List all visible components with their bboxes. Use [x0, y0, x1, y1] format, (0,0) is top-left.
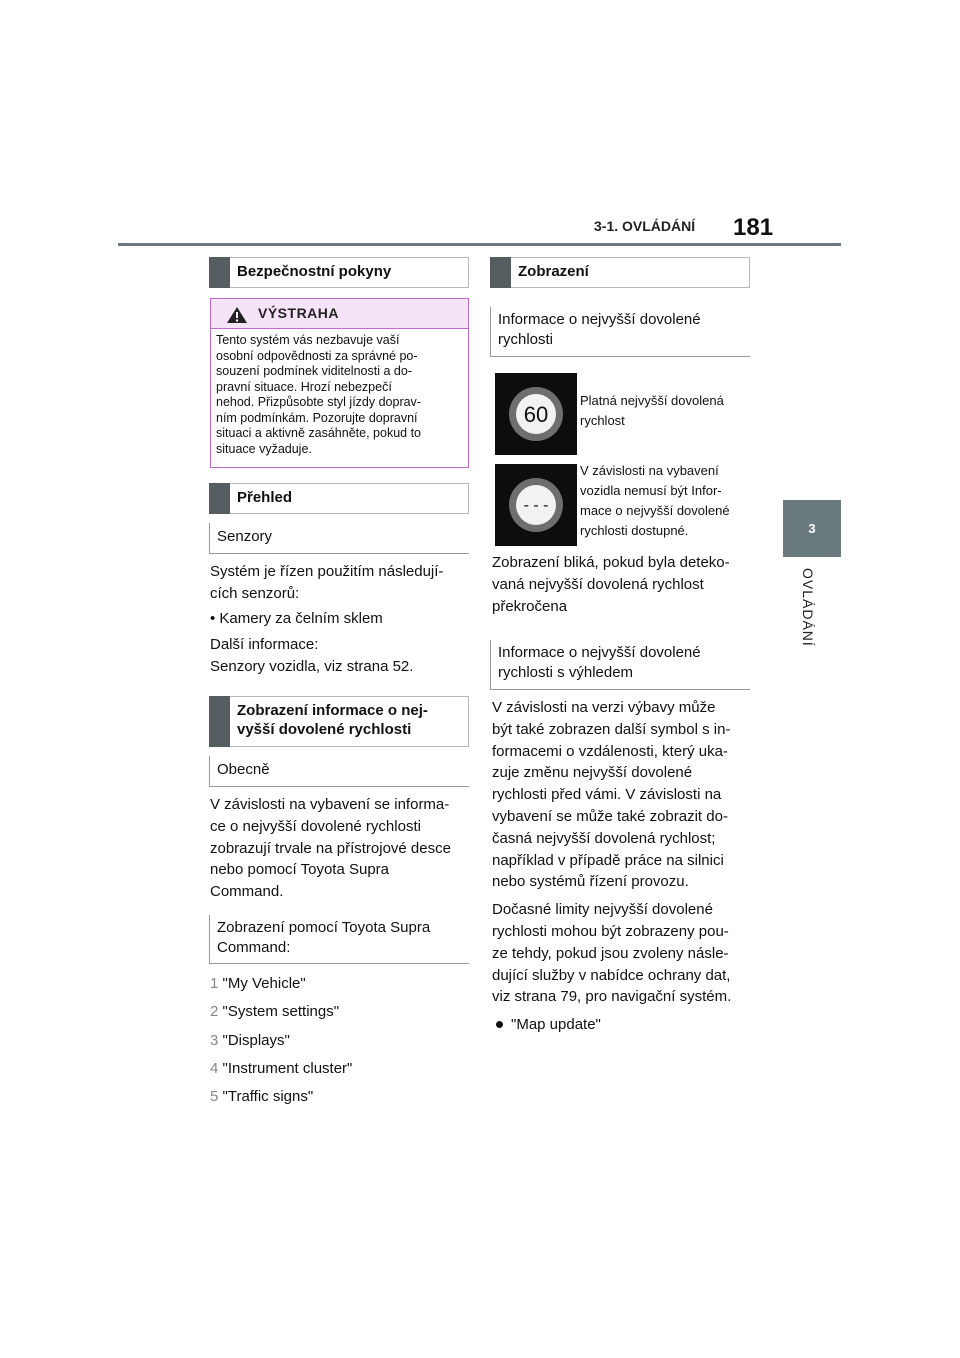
text-line: být také zobrazen další symbol s in-	[492, 720, 731, 738]
subheading-line: Zobrazení pomocí Toyota Supra	[217, 919, 431, 936]
general-subheading	[209, 756, 469, 787]
speed-sign-value: - - -	[523, 497, 549, 514]
subheading-line: Command:	[217, 939, 291, 956]
step-text: "My Vehicle"	[222, 975, 306, 992]
caption-line: rychlosti dostupné.	[580, 523, 689, 538]
text-line: zobrazují trvale na přístrojové desce	[210, 839, 451, 857]
text-line: formacemi o vzdálenosti, který uka-	[492, 742, 728, 760]
text-line: časná nejvyšší dovolená rychlost;	[492, 829, 716, 847]
header-divider	[118, 243, 841, 246]
page-number: 181	[733, 214, 774, 241]
subheading-line: Informace o nejvyšší dovolené	[498, 644, 701, 661]
display-heading-box	[490, 257, 750, 288]
speed-sign-60-caption	[580, 391, 724, 431]
step-text: "System settings"	[222, 1003, 340, 1021]
text-line: zuje změnu nejvyšší dovolené	[492, 764, 693, 782]
speed-sign-value: 60	[523, 402, 549, 427]
text-line: ze tehdy, pokud jsou zvoleny násle-	[492, 944, 729, 962]
warning-line: osobní odpovědnosti za správné po-	[216, 348, 418, 363]
steps-list	[210, 970, 352, 1111]
heading-bar	[490, 257, 511, 288]
text-line: Zobrazení bliká, pokud byla deteko-	[492, 554, 730, 571]
warning-line: Tento systém vás nezbavuje vaší	[216, 333, 400, 347]
warning-line: souzení podmínek viditelnosti a do-	[216, 364, 412, 378]
text-line: vaná nejvyšší dovolená rychlost	[492, 575, 704, 593]
heading-line: vyšší dovolené rychlosti	[237, 721, 412, 738]
text-line: cích senzorů:	[210, 584, 300, 602]
warning-title: VÝSTRAHA	[258, 305, 340, 321]
text-line: Další informace:	[210, 636, 319, 654]
step-item	[210, 1055, 352, 1083]
text-line: viz strana 79, pro navigační systém.	[492, 988, 732, 1006]
text-line: Command.	[210, 883, 284, 901]
speed-limit-unavailable-icon	[495, 464, 577, 546]
display-heading: Zobrazení	[518, 263, 589, 280]
general-paragraph	[210, 794, 451, 903]
step-text: "Instrument cluster"	[222, 1059, 353, 1077]
bullet-dot-icon	[496, 1021, 503, 1028]
warning-line: pravní situace. Hrozí nebezpečí	[216, 379, 392, 394]
section-title: 3-1. OVLÁDÁNÍ	[594, 218, 696, 234]
speed-limit-heading-box	[209, 696, 469, 747]
step-number: 4	[210, 1059, 219, 1077]
heading-bar	[209, 257, 230, 288]
overview-heading-box	[209, 483, 469, 514]
subheading-line: Informace o nejvyšší dovolené	[498, 311, 701, 328]
warning-header	[211, 299, 468, 329]
text-line: V závislosti na vybavení se informa-	[210, 796, 450, 813]
warning-box	[210, 298, 469, 468]
speed-sign-60-image	[495, 373, 577, 455]
text-line: překročena	[492, 597, 568, 615]
text-line: dující služby v nabídce ochrany dat,	[492, 966, 731, 984]
text-line: nebo systémů řízení provozu.	[492, 873, 689, 891]
warning-line: nehod. Přizpůsobte styl jízdy doprav-	[216, 395, 421, 409]
speed-sign-unknown-caption	[580, 461, 730, 541]
general-subheading-text: Obecně	[217, 761, 270, 778]
text-line: rychlosti před vámi. V závislosti na	[492, 786, 722, 804]
bullet-text: "Map update"	[511, 1016, 601, 1034]
step-item	[210, 970, 352, 998]
chapter-label: OVLÁDÁNÍ	[800, 568, 816, 647]
preview-paragraph	[492, 697, 731, 1036]
text-line: například v případě práce na silnici	[492, 851, 724, 869]
blink-paragraph	[492, 552, 730, 617]
text-line: vybavení se může také zobrazit do-	[492, 807, 728, 825]
text-line: Senzory vozidla, viz strana 52.	[210, 658, 414, 676]
warning-triangle-icon	[226, 306, 248, 324]
step-number: 3	[210, 1031, 219, 1049]
step-number: 2	[210, 1003, 219, 1021]
chapter-tab: 3	[783, 500, 841, 557]
step-item	[210, 998, 352, 1026]
text-line: V závislosti na verzi výbavy může	[492, 699, 716, 716]
step-text: "Displays"	[222, 1031, 290, 1049]
caption-line: mace o nejvyšší dovolené	[580, 503, 730, 518]
speed-limit-sign-icon	[495, 373, 577, 455]
step-text: "Traffic signs"	[222, 1088, 314, 1106]
speed-sign-unknown-image	[495, 464, 577, 546]
speed-info-subheading	[490, 307, 750, 357]
heading-bar	[209, 696, 230, 747]
sensors-paragraph	[210, 561, 443, 678]
caption-line: V závislosti na vybavení	[580, 463, 719, 478]
text-line: nebo pomocí Toyota Supra	[210, 861, 390, 879]
safety-heading-box	[209, 257, 469, 288]
sensors-bullet: • Kamery za čelním sklem	[210, 609, 383, 627]
speed-limit-heading	[237, 701, 428, 739]
heading-bar	[209, 483, 230, 514]
bullet-item	[492, 1014, 731, 1036]
subheading-line: rychlosti s výhledem	[498, 664, 634, 681]
command-subheading	[209, 915, 469, 964]
text-line: ce o nejvyšší dovolené rychlosti	[210, 817, 421, 835]
step-item	[210, 1027, 352, 1055]
step-number: 5	[210, 1088, 219, 1106]
sensors-subheading-text: Senzory	[217, 528, 273, 545]
step-number: 1	[210, 975, 219, 992]
caption-line: Platná nejvyšší dovolená	[580, 393, 724, 408]
overview-heading: Přehled	[237, 489, 293, 506]
sensors-subheading	[209, 523, 469, 554]
safety-heading: Bezpečnostní pokyny	[237, 263, 392, 280]
warning-text	[211, 329, 468, 457]
text-line: Dočasné limity nejvyšší dovolené	[492, 901, 713, 919]
subheading-line: rychlosti	[498, 331, 554, 348]
step-item	[210, 1083, 352, 1111]
warning-line: situaci a aktivně zasáhněte, pokud to	[216, 426, 421, 440]
heading-line: Zobrazení informace o nej-	[237, 702, 428, 719]
text-line: Systém je řízen použitím následují-	[210, 563, 444, 580]
caption-line: vozidla nemusí být Infor-	[580, 483, 722, 498]
text-line: rychlosti mohou být zobrazeny pou-	[492, 922, 729, 940]
preview-subheading	[490, 640, 750, 690]
warning-line: ním podmínkám. Pozorujte dopravní	[216, 410, 418, 425]
caption-line: rychlost	[580, 413, 625, 428]
warning-line: situace vyžaduje.	[216, 441, 312, 456]
